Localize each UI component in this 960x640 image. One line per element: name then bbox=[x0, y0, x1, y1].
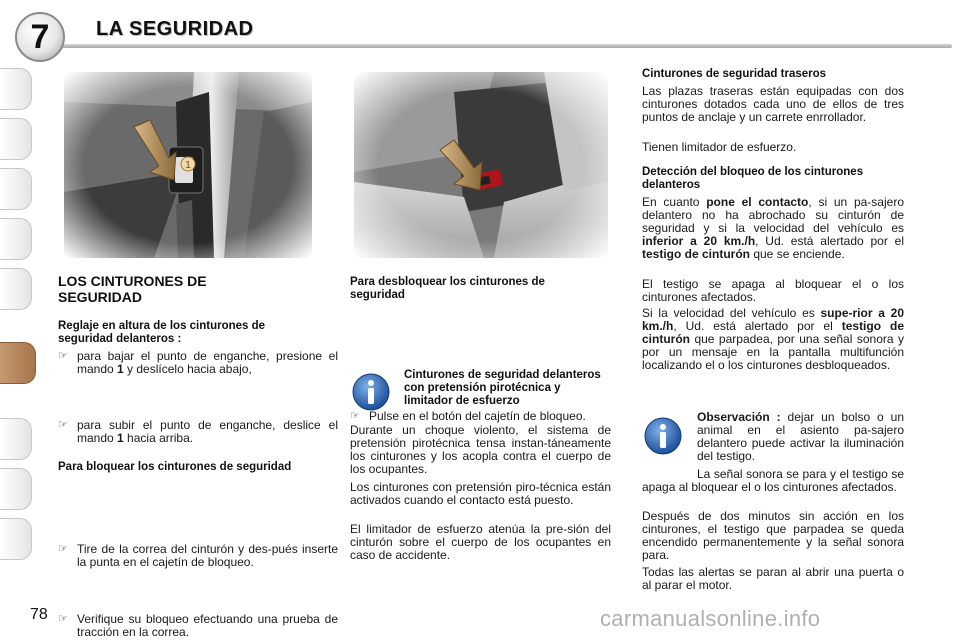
side-tab-2[interactable] bbox=[0, 118, 32, 160]
side-tab-5[interactable] bbox=[0, 268, 32, 310]
note-paragraph-1: Observación : dejar un bolso o un animal en el asiento pa-sajero delantero puede activar la iluminación del testigo. bbox=[697, 410, 904, 463]
lock-heading: Para bloquear los cinturones de seguridad bbox=[58, 461, 292, 473]
rear-belts-paragraph-1: Las plazas traseras están equipadas con dos cinturones dotados cada uno de ellos de tres puntos de anclaje y un carrete enrrollador. bbox=[642, 84, 904, 124]
note-paragraph-2: La señal sonora se para y el testigo se apaga al bloquear el o los cinturones afectados. bbox=[642, 467, 904, 494]
chapter-title: LA SEGURIDAD bbox=[96, 18, 254, 40]
unlock-bullet: ☞ Pulse en el botón del cajetín de bloqueo. bbox=[350, 409, 586, 423]
watermark: carmanualsonline.info bbox=[600, 606, 821, 631]
rear-belts-heading: Cinturones de seguridad traseros bbox=[642, 68, 827, 80]
detection-paragraph-2: El testigo se apaga al bloquear el o los cinturones afectados. bbox=[642, 277, 904, 304]
bullet-hand-icon: ☞ bbox=[350, 410, 360, 422]
side-tab-4[interactable] bbox=[0, 218, 32, 260]
side-tab-active[interactable] bbox=[0, 342, 36, 384]
lock-bullet-insert: ☞ Tire de la correa del cinturón y des-pués inserte la punta en el cajetín de bloqueo. bbox=[58, 542, 338, 569]
pretension-heading: Cinturones de seguridad delanteros con pretensión pirotécnica y limitador de esfuerzo bbox=[404, 369, 601, 407]
detection-heading: Detección del bloqueo de los cinturones delanteros bbox=[642, 166, 864, 191]
pretension-paragraph-3: El limitador de esfuerzo atenúa la pre-sión del cinturón sobre el cuerpo de los ocupantes en caso de accidente. bbox=[350, 522, 611, 562]
header-rule bbox=[62, 44, 952, 48]
belt-buckle-photo bbox=[354, 72, 608, 258]
section-title-seat-belts: LOS CINTURONES DE SEGURIDAD bbox=[58, 273, 207, 305]
side-tab-8[interactable] bbox=[0, 468, 32, 510]
pretension-paragraph-2: Los cinturones con pretensión piro-técnica están activados cuando el contacto está puesto. bbox=[350, 480, 611, 507]
pretension-paragraph-1: Durante un choque violento, el sistema de pretensión pirotécnica tensa instan-táneamente los cinturones y los acopla contra el cuerpo de los ocupantes. bbox=[350, 423, 611, 476]
rear-belts-paragraph-2: Tienen limitador de esfuerzo. bbox=[642, 140, 797, 154]
height-adjust-bullet-up: ☞ para subir el punto de enganche, deslice el mando 1 hacia arriba. bbox=[58, 418, 338, 445]
side-tab-1[interactable] bbox=[0, 68, 32, 110]
lock-bullet-verify: ☞ Verifique su bloqueo efectuando una prueba de tracción en la correa. bbox=[58, 612, 338, 639]
bullet-hand-icon: ☞ bbox=[58, 613, 68, 625]
note-paragraph-3: Después de dos minutos sin acción en los cinturones, el testigo que parpadea se queda encendido permanentemente y la señal sonora para. bbox=[642, 509, 904, 562]
height-adjust-bullet-down: ☞ para bajar el punto de enganche, presione el mando 1 y deslícelo hacia abajo, bbox=[58, 349, 338, 376]
side-tab-9[interactable] bbox=[0, 518, 32, 560]
detection-paragraph-3: Si la velocidad del vehículo es supe-rior a 20 km./h, Ud. está alertado por el testigo de cinturón que parpadea, por una señal sonora y por un mensaje en la pantalla multifunción localizando el o los cinturones desbloqueados. bbox=[642, 306, 904, 372]
bullet-hand-icon: ☞ bbox=[58, 419, 68, 431]
page-number: 78 bbox=[30, 606, 48, 623]
detection-paragraph-1: En cuanto pone el contacto, si un pa-sajero delantero no ha abrochado su cinturón de seguridad y si la velocidad del vehículo es inferior a 20 km./h, Ud. está alertado por el testigo de cinturón que se enciende. bbox=[642, 195, 904, 261]
info-icon bbox=[351, 372, 391, 417]
height-adjust-heading: Reglaje en altura de los cinturones de seguridad delanteros : bbox=[58, 320, 266, 345]
belt-height-adjuster-photo bbox=[64, 72, 312, 258]
bullet-hand-icon: ☞ bbox=[58, 543, 68, 555]
side-tab-3[interactable] bbox=[0, 168, 32, 210]
info-icon bbox=[643, 416, 683, 461]
bullet-hand-icon: ☞ bbox=[58, 350, 68, 362]
side-tab-7[interactable] bbox=[0, 418, 32, 460]
note-paragraph-4: Todas las alertas se paran al abrir una puerta o al parar el motor. bbox=[642, 565, 904, 592]
chapter-number-badge: 7 bbox=[15, 12, 65, 62]
unlock-heading: Para desbloquear los cinturones de seguridad bbox=[350, 276, 545, 301]
